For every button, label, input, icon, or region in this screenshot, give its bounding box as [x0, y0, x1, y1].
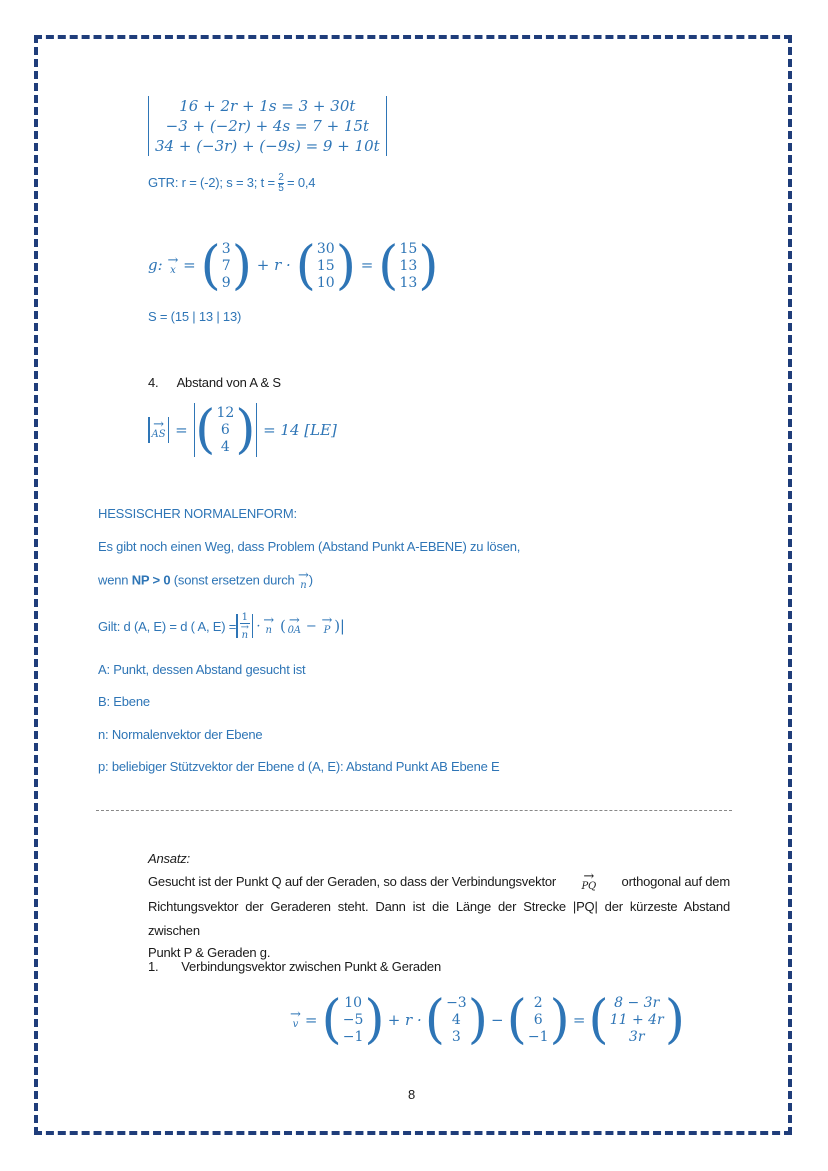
gtr-frac-den: 5: [278, 183, 284, 194]
gtr-frac-num: 2: [278, 172, 284, 183]
vector-result: ( 8 − 3r 11 + 4r 3r ): [588, 990, 686, 1050]
connection-vector-equation: → v = ( 10 −5 −1 ) + r · ( −3 4 3 ) − ( 2 6 −1 ) = ( 8 − 3r 11 + 4r 3r ): [290, 990, 686, 1050]
item-a: A: Punkt, dessen Abstand gesucht ist: [98, 662, 306, 677]
gtr-suffix: = 0,4: [283, 174, 316, 190]
step-4-label: Abstand von A & S: [176, 375, 281, 390]
equation-line: 34 + (−3r) + (−9s) = 9 + 10t: [155, 137, 380, 155]
vector-n-symbol: → n: [298, 568, 309, 591]
item-b: B: Ebene: [98, 694, 150, 709]
vector-x-symbol: → x: [167, 253, 179, 276]
vector-1: ( 10 −5 −1 ): [321, 990, 385, 1050]
vector-1: ( 3 7 9 ): [200, 236, 252, 296]
vector-2: ( −3 4 3 ): [424, 990, 488, 1050]
gtr-line: [148, 173, 315, 194]
vector-2: ( 30 15 10 ): [295, 236, 357, 296]
ansatz-text-1: Gesucht ist der Punkt Q auf der Geraden, so dass der Verbindungsvektor: [148, 874, 557, 889]
ansatz-text-3: Punkt P & Geraden g.: [148, 945, 271, 960]
vector-v-symbol: → v: [290, 1007, 301, 1030]
step-1-label: Verbindungsvektor zwischen Punkt & Geraden: [181, 959, 441, 974]
hessian-line-2: wenn NP > 0 (sonst ersetzen durch → n ): [98, 568, 313, 591]
vector-as-symbol: → AS: [151, 417, 166, 440]
hessian-line-1: Es gibt noch einen Weg, dass Problem (Abstand Punkt A-EBENE) zu lösen,: [98, 539, 521, 554]
as-result: = 14 [LE]: [263, 421, 337, 439]
vector-3: ( 2 6 −1 ): [506, 990, 570, 1050]
equation-line: −3 + (−2r) + 4s = 7 + 15t: [165, 117, 370, 135]
vector-3: ( 15 13 13 ): [378, 236, 439, 296]
vector-as: ( 12 6 4 ): [195, 400, 256, 460]
step-1-number: 1.: [148, 959, 159, 974]
as-subscript: AS: [151, 429, 166, 440]
equals: =: [360, 256, 374, 274]
plus-r: + r ·: [256, 256, 291, 274]
ansatz-text: [148, 869, 730, 963]
ansatz-title: Ansatz:: [148, 851, 190, 866]
page-number: 8: [408, 1087, 416, 1102]
step-1-heading: [148, 959, 441, 974]
step-4-heading: [148, 375, 281, 390]
np-condition: NP > 0: [131, 572, 171, 588]
s-point: S = (15 | 13 | 13): [148, 309, 242, 324]
item-p: p: beliebiger Stützvektor der Ebene d (A, E): Abstand Punkt AB Ebene E: [98, 759, 500, 774]
hessian-title: HESSISCHER NORMALENFORM:: [98, 506, 297, 521]
vector-pq-symbol: → PQ: [581, 869, 597, 892]
distance-as-equation: → AS = ( 12 6 4 ) = 14 [LE]: [148, 403, 337, 457]
ansatz-text-2: Richtungsvektor der Geraderen steht. Dann ist die Länge der Strecke |PQ| der kürzeste Abstand zwischen: [148, 899, 730, 938]
gilt-prefix: Gilt: d (A, E) = d ( A, E) =: [98, 618, 237, 634]
item-n: n: Normalenvektor der Ebene: [98, 727, 263, 742]
gilt-formula: Gilt: d (A, E) = d ( A, E) = 1 → n · → n ( → 0A − → P )|: [98, 612, 345, 641]
g-lhs: g:: [148, 256, 163, 274]
section-divider: [96, 810, 732, 811]
line-equation-g: g: → x = ( 3 7 9 ) + r · ( 30 15 10 ) = ( 15 13 13 ): [148, 236, 439, 296]
gtr-prefix: GTR: r = (-2); s = 3; t =: [148, 174, 279, 190]
step-4-number: 4.: [148, 375, 159, 390]
ansatz-text-1-end: orthogonal auf dem: [621, 874, 730, 889]
x-subscript: x: [170, 265, 176, 276]
equation-system: [148, 96, 387, 156]
equation-line: 16 + 2r + 1s = 3 + 30t: [179, 97, 356, 115]
